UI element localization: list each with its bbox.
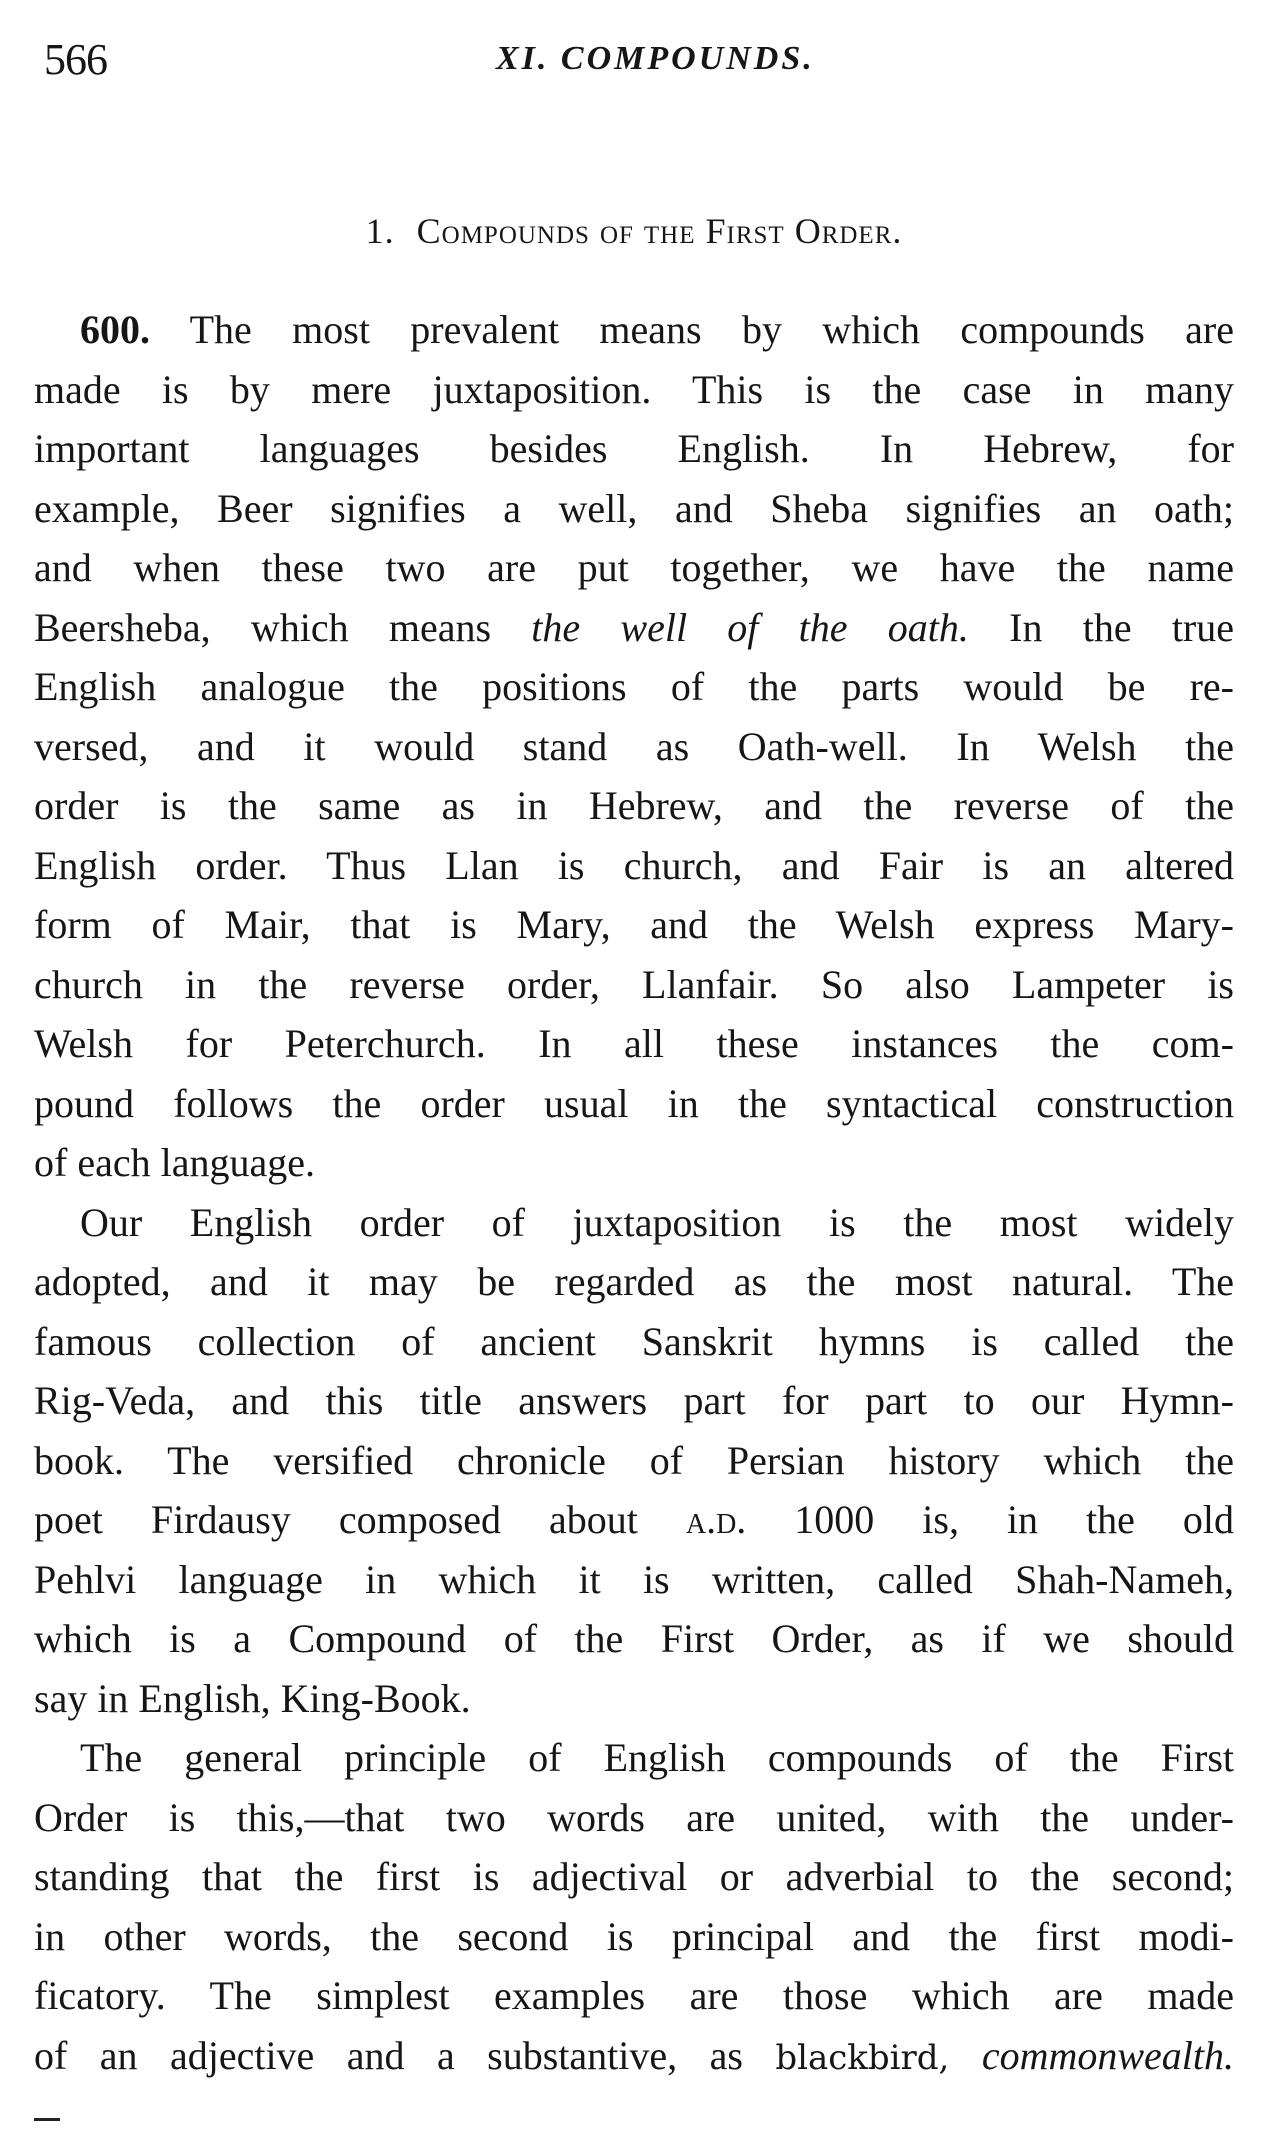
text-line: English analogue the positions of the parts would be re- <box>34 664 1234 709</box>
text-line: Rig-Veda, and this title answers part for part to our Hymn- <box>34 1378 1234 1423</box>
italic-phrase: the well of the oath. <box>531 604 969 650</box>
text-line: and when these two are put together, we have the name <box>34 545 1234 590</box>
text-line: adopted, and it may be regarded as the most natural. The <box>34 1259 1234 1304</box>
small-caps-date: a.d. 1000 <box>685 1497 875 1542</box>
text-line: important languages besides English. In Hebrew, for <box>34 426 1234 471</box>
text-line: which is a Compound of the First Order, as if we should <box>34 1616 1234 1661</box>
text-line: say in English, King-Book. <box>34 1675 471 1721</box>
text-line: Welsh for Peterchurch. In all these instances the com- <box>34 1021 1234 1066</box>
text-line: of each language. <box>34 1140 315 1185</box>
text-line: church in the reverse order, Llanfair. So also Lampeter is <box>34 961 1234 1007</box>
text-line: made is by mere juxtaposition. This is the case in many <box>34 366 1234 412</box>
blackletter-word: blackbird, <box>775 2037 950 2078</box>
text-line: The general principle of English compounds of the First <box>80 1735 1234 1780</box>
paragraph-number: 600. <box>80 307 150 352</box>
text-line: pound follows the order usual in the syntactical construction <box>34 1080 1234 1126</box>
text-line: book. The versified chronicle of Persian history which the <box>34 1437 1234 1483</box>
text-line: standing that the first is adjectival or adverbial to the second; <box>34 1854 1234 1899</box>
text-line: Our English order of juxtaposition is the most widely <box>80 1199 1234 1245</box>
footer-rule <box>34 2118 60 2121</box>
section-number: 1. <box>365 211 395 251</box>
text-line: poet Firdausy composed about a.d. 1000 is, in the old <box>34 1497 1234 1542</box>
chapter-title: XI. COMPOUNDS. <box>496 40 815 77</box>
text-line: Beersheba, which means the well of the oath. In the true <box>34 604 1234 650</box>
text-line: Order is this,—that two words are united, with the under- <box>34 1794 1234 1840</box>
text-line: versed, and it would stand as Oath-well. In Welsh the <box>34 723 1234 769</box>
text-line: of an adjective and a substantive, as blackbird, commonwealth. <box>34 2032 1234 2078</box>
text-line: famous collection of ancient Sanskrit hymns is called the <box>34 1318 1234 1364</box>
text-line: order is the same as in Hebrew, and the reverse of the <box>34 783 1234 828</box>
page-number: 566 <box>44 35 107 84</box>
body-text <box>34 300 1234 2085</box>
text-line: Pehlvi language in which it is written, called Shah-Nameh, <box>34 1556 1234 1602</box>
text-line: in other words, the second is principal and the first modi- <box>34 1913 1234 1959</box>
italic-word: commonwealth. <box>981 2032 1234 2078</box>
text-line: 600. The most prevalent means by which compounds are <box>80 307 1234 352</box>
running-head <box>36 34 1232 94</box>
text-line: example, Beer signifies a well, and Sheba signifies an oath; <box>34 485 1234 531</box>
text-line: English order. Thus Llan is church, and Fair is an altered <box>34 842 1234 888</box>
text-line: form of Mair, that is Mary, and the Welsh express Mary- <box>34 902 1234 947</box>
section-title: Compounds of the First Order. <box>416 211 903 251</box>
section-heading <box>0 210 1268 252</box>
text-line: ficatory. The simplest examples are those which are made <box>34 1973 1234 2018</box>
